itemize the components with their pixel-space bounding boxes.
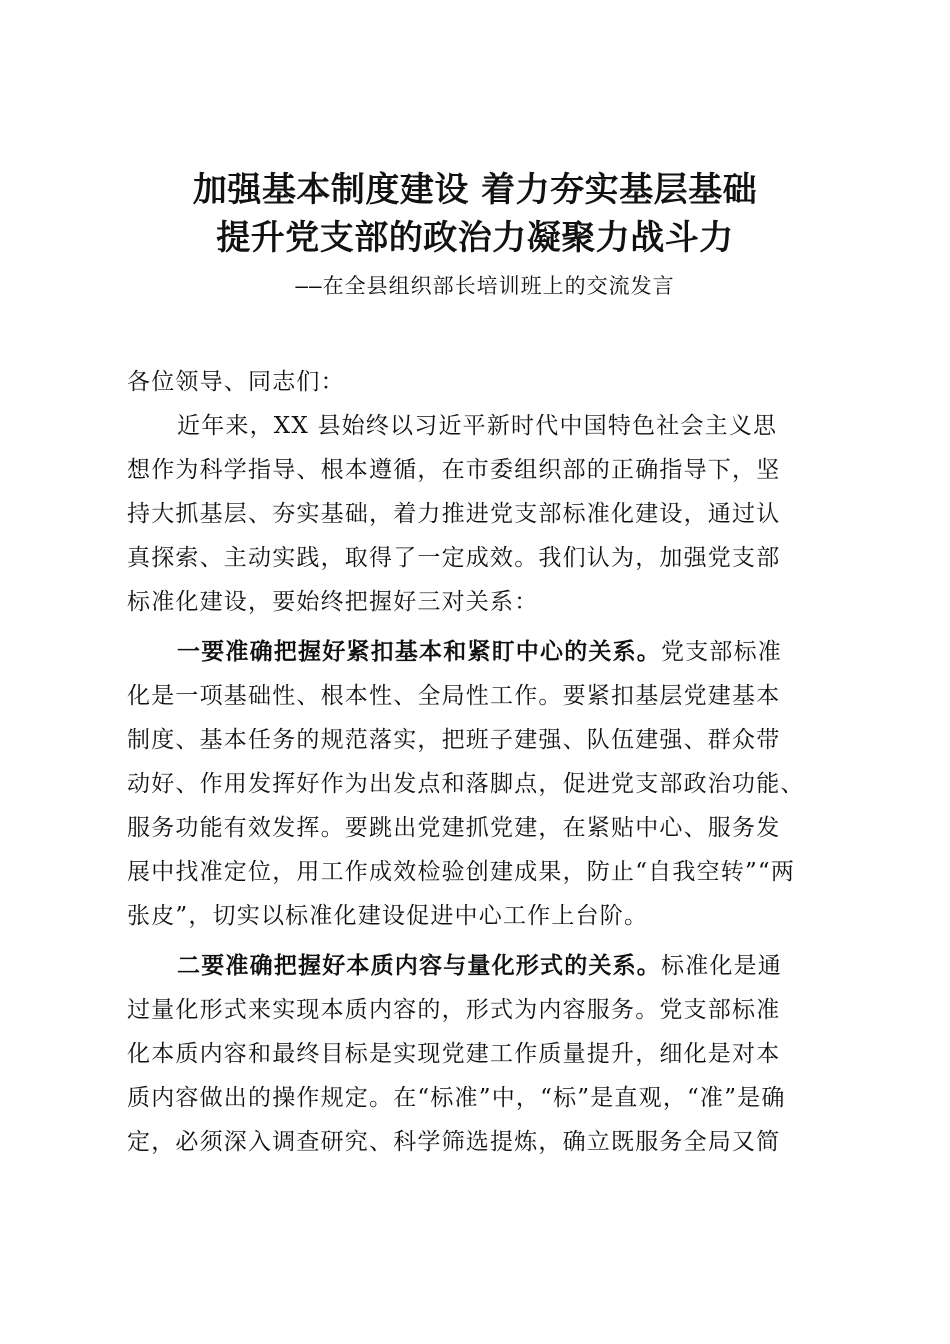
paragraph-line: 想作为科学指导、根本遵循，在市委组织部的正确指导下，坚 (127, 457, 781, 483)
point-one-first-line-text: 党支部标准 (661, 639, 782, 665)
document-body (127, 360, 833, 1164)
point-one-heading: 一要准确把握好紧扣基本和紧盯中心的关系。 (177, 639, 661, 665)
paragraph-line: 制度、基本任务的规范落实，把班子建强、队伍建强、群众带 (127, 727, 781, 753)
title-line-1: 加强基本制度建设 着力夯实基层基础 (192, 170, 758, 210)
paragraph-line: 标准化建设，要始终把握好三对关系： (127, 589, 539, 615)
point-two-paragraph (127, 944, 833, 1164)
paragraph-line: 动好、作用发挥好作为出发点和落脚点，促进党支部政治功能、 (127, 771, 805, 797)
document-subtitle: ——在全县组织部长培训班上的交流发言 (295, 274, 675, 298)
point-two-heading: 二要准确把握好本质内容与量化形式的关系。 (177, 953, 661, 979)
salutation: 各位领导、同志们： (127, 369, 345, 395)
paragraph-line: 化是一项基础性、根本性、全局性工作。要紧扣基层党建基本 (127, 683, 781, 709)
paragraph-line: 真探索、主动实践，取得了一定成效。我们认为，加强党支部 (127, 545, 781, 571)
point-one-paragraph (127, 630, 833, 938)
paragraph-line: 定，必须深入调查研究、科学筛选提炼，确立既服务全局又简 (127, 1129, 781, 1155)
paragraph-line: 持大抓基层、夯实基础，着力推进党支部标准化建设，通过认 (127, 501, 781, 527)
paragraph-first-line (127, 944, 833, 988)
paragraph-line: 化本质内容和最终目标是实现党建工作质量提升，细化是对本 (127, 1041, 781, 1067)
document-title (0, 166, 950, 262)
paragraph-line: 服务功能有效发挥。要跳出党建抓党建，在紧贴中心、服务发 (127, 815, 781, 841)
intro-paragraph (127, 404, 833, 624)
paragraph-line: 展中找准定位，用工作成效检验创建成果，防止“自我空转”“两 (127, 859, 796, 885)
paragraph-line: 质内容做出的操作规定。在“标准”中，“标”是直观，“准”是确 (127, 1085, 786, 1111)
point-two-first-line-text: 标准化是通 (661, 953, 782, 979)
paragraph-first-line (127, 630, 833, 674)
paragraph-line: 过量化形式来实现本质内容的，形式为内容服务。党支部标准 (127, 997, 781, 1023)
paragraph-line: 近年来，XX 县始终以习近平新时代中国特色社会主义思 (177, 413, 778, 439)
paragraph-line: 张皮”，切实以标准化建设促进中心工作上台阶。 (127, 903, 649, 929)
title-line-2: 提升党支部的政治力凝聚力战斗力 (216, 218, 734, 258)
